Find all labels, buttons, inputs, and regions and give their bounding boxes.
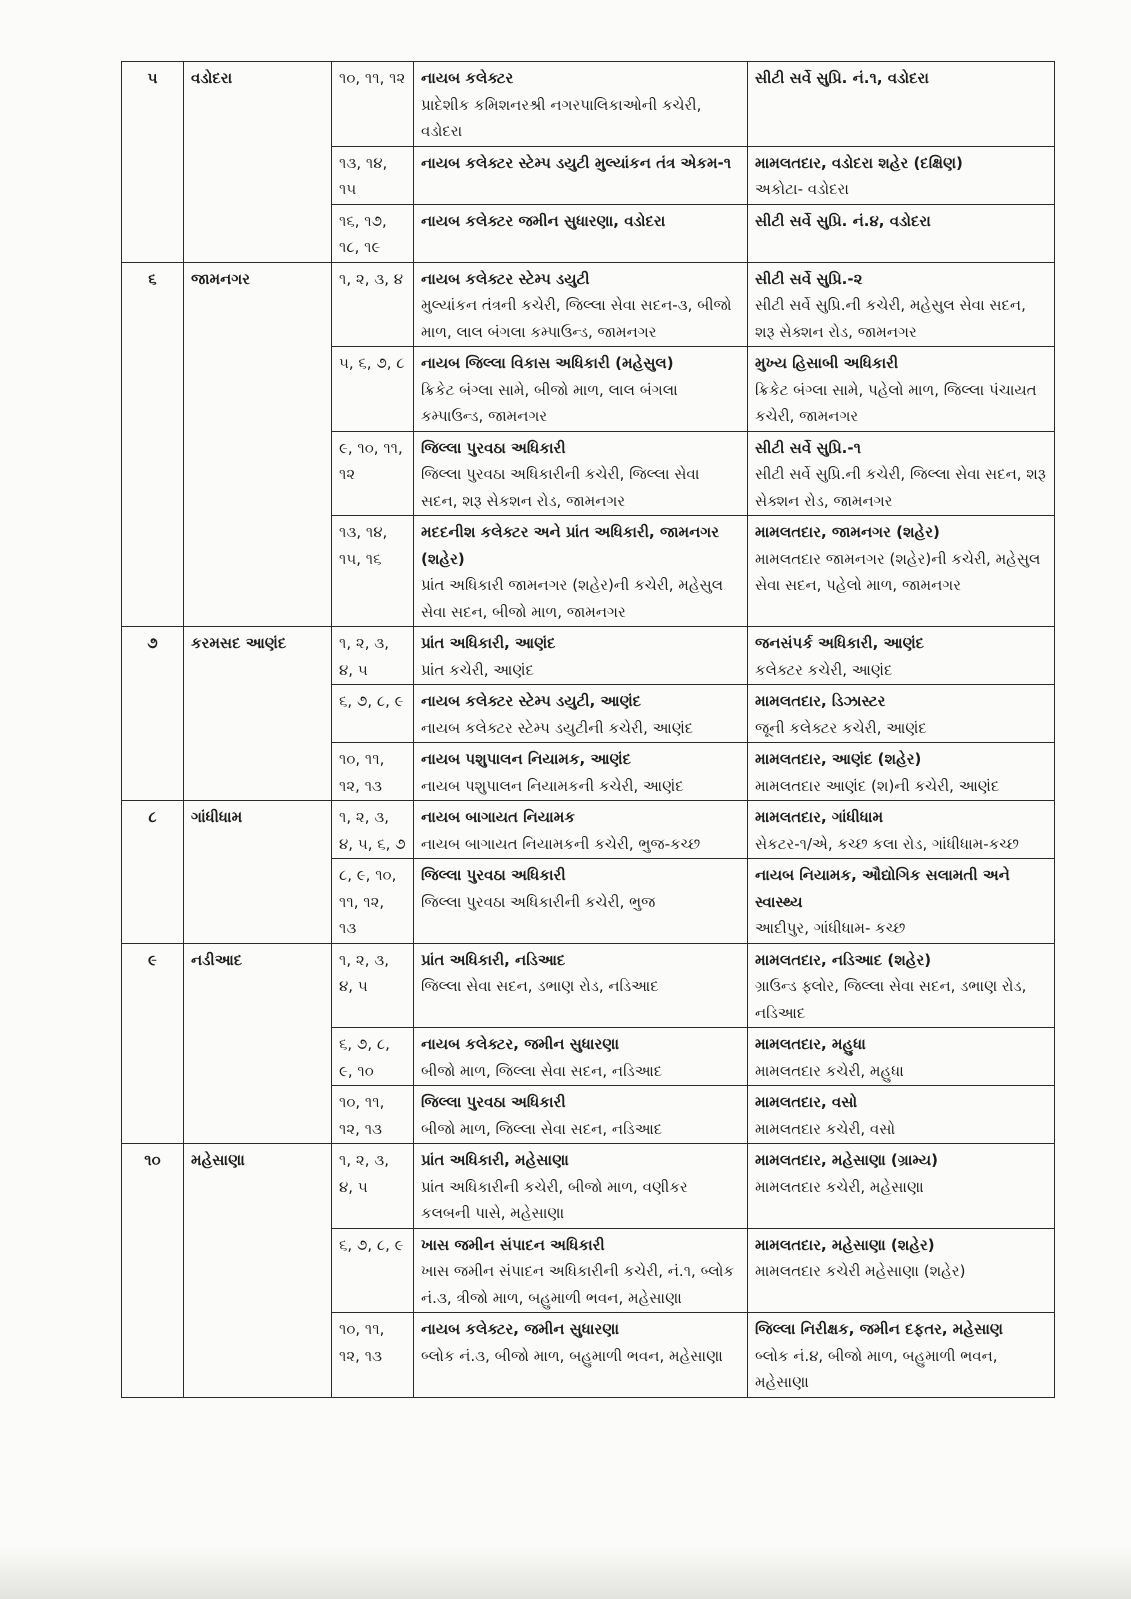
serial-number-cell: ૮ — [122, 801, 184, 944]
alternate-office-address: સેકટર-૧/એ, કચ્છ કલા રોડ, ગાંધીધામ-કચ્છ — [755, 834, 1019, 853]
alternate-office-cell — [748, 62, 1055, 147]
exam-office-address: બીજો માળ, જિલ્લા સેવા સદન, નડિઆદ — [421, 1061, 663, 1080]
exam-office-title: નાયબ કલેક્ટર સ્ટેમ્પ ડયુટી, આણંદ — [421, 692, 642, 710]
exam-office-title: નાયબ જિલ્લા વિકાસ અધિકારી (મહેસુલ) — [421, 354, 674, 372]
alternate-office-cell — [748, 1313, 1055, 1398]
seat-numbers-cell: ૬, ૭, ૮, ૯, ૧૦ — [332, 1028, 414, 1086]
district-cell: મહેસાણા — [184, 1144, 332, 1398]
seat-numbers-cell: ૧૬, ૧૭, ૧૮, ૧૯ — [332, 204, 414, 262]
exam-office-address: નાયબ બાગાયત નિયામકની કચેરી, ભુજ-કચ્છ — [421, 834, 701, 853]
alternate-office-cell — [748, 801, 1055, 859]
alternate-office-cell — [748, 1028, 1055, 1086]
alternate-office-address: આદીપુર, ગાંધીધામ- કચ્છ — [755, 919, 906, 937]
exam-office-address: ક્રિકેટ બંગ્લા સામે, બીજો માળ, લાલ બંગલા કમ્પાઉન્ડ, જામનગર — [421, 380, 678, 425]
alternate-office-cell — [748, 685, 1055, 743]
district-cell: જામનગર — [184, 262, 332, 627]
exam-office-address: પ્રાદેશીક કમિશનરશ્રી નગરપાલિકાઓની કચેરી, વડોદરા — [421, 95, 702, 140]
exam-office-title: મદદનીશ કલેક્ટર અને પ્રાંત અધિકારી, જામનગર (શહેર) — [421, 523, 719, 568]
district-cell: વડોદરા — [184, 62, 332, 263]
alternate-office-address: કલેક્ટર કચેરી, આણંદ — [755, 660, 893, 679]
alternate-office-address: મામલતદાર કચેરી, મહુધા — [755, 1061, 904, 1080]
serial-number-cell: ૬ — [122, 262, 184, 627]
alternate-office-title: મામલતદાર, નડિઆદ (શહેર) — [755, 950, 932, 969]
exam-office-address: જિલ્લા પુરવઠા અધિકારીની કચેરી, જિલ્લા સેવા સદન, શરૂ સેકશન રોડ, જામનગર — [421, 465, 700, 510]
seat-numbers-cell: ૧૦, ૧૧, ૧૨, ૧૩ — [332, 1086, 414, 1144]
alternate-office-title: સીટી સર્વે સુપ્રિ.-૧ — [755, 438, 861, 457]
alternate-office-address: ક્રિકેટ બંગ્લા સામે, પહેલો માળ, જિલ્લા પંચાયત કચેરી, જામનગર — [755, 380, 1037, 425]
exam-office-address: પ્રાંત કચેરી, આણંદ — [421, 660, 534, 679]
table-row — [122, 62, 1055, 147]
table-row — [122, 943, 1055, 1028]
alternate-office-cell — [748, 859, 1055, 944]
alternate-office-title: મામલતદાર, આણંદ (શહેર) — [755, 750, 922, 768]
alternate-office-cell — [748, 1144, 1055, 1229]
exam-office-cell — [414, 431, 748, 516]
exam-office-cell — [414, 943, 748, 1028]
seat-numbers-cell: ૫, ૬, ૭, ૮ — [332, 347, 414, 432]
alternate-office-address: જૂની કલેક્ટર કચેરી, આણંદ — [755, 718, 927, 737]
serial-number-cell: ૯ — [122, 943, 184, 1144]
district-cell: નડીઆદ — [184, 943, 332, 1144]
exam-office-cell — [414, 859, 748, 944]
exam-office-cell — [414, 801, 748, 859]
seat-numbers-cell: ૧૩, ૧૪, ૧૫ — [332, 146, 414, 204]
alternate-office-address: મામલતદાર કચેરી મહેસાણા (શહેર) — [755, 1262, 966, 1280]
exam-office-address: નાયબ કલેક્ટર સ્ટેમ્પ ડયુટીની કચેરી, આણંદ — [421, 718, 694, 737]
exam-office-title: પ્રાંત અધિકારી, નડિઆદ — [421, 950, 566, 969]
exam-office-cell — [414, 146, 748, 204]
alternate-office-cell — [748, 627, 1055, 685]
exam-office-address: બીજો માળ, જિલ્લા સેવા સદન, નડિઆદ — [421, 1119, 663, 1138]
exam-office-address: ખાસ જમીન સંપાદન અધિકારીની કચેરી, નં.૧, બ્લોક નં.૩, ત્રીજો માળ, બહુમાળી ભવન, મહેસાણા — [421, 1262, 735, 1307]
page-bottom-shadow — [0, 1545, 1131, 1599]
alternate-office-address: મામલતદાર કચેરી, મહેસાણા — [755, 1177, 924, 1196]
exam-office-title: જિલ્લા પુરવઠા અધિકારી — [421, 438, 566, 457]
alternate-office-title: મુખ્ય હિસાબી અધિકારી — [755, 354, 899, 372]
alternate-office-address: અકોટા- વડોદરા — [755, 180, 849, 198]
seat-numbers-cell: ૬, ૭, ૮, ૯ — [332, 1228, 414, 1313]
alternate-office-title: જનસંપર્ક અધિકારી, આણંદ — [755, 634, 925, 652]
alternate-office-address: સીટી સર્વે સુપ્રિ.ની કચેરી, જિલ્લા સેવા સદન, શરૂ સેક્શન રોડ, જામનગર — [755, 465, 1046, 510]
alternate-office-title: સીટી સર્વે સુપ્રિ.-૨ — [755, 269, 863, 288]
seat-numbers-cell: ૧૦, ૧૧, ૧૨, ૧૩ — [332, 743, 414, 801]
exam-office-address: જિલ્લા સેવા સદન, ડભાણ રોડ, નડિઆદ — [421, 977, 659, 995]
seat-numbers-cell: ૧, ૨, ૩, ૪, ૫ — [332, 627, 414, 685]
seat-numbers-cell: ૧, ૨, ૩, ૪, ૫ — [332, 1144, 414, 1229]
exam-office-cell — [414, 1086, 748, 1144]
seat-numbers-cell: ૧૦, ૧૧, ૧૨, ૧૩ — [332, 1313, 414, 1398]
alternate-office-title: સીટી સર્વે સુપ્રિ. નં.૪, વડોદરા — [755, 211, 931, 230]
table-body — [122, 62, 1055, 1398]
exam-office-title: નાયબ કલેક્ટર સ્ટેમ્પ ડયુટી મુલ્યાંકન તંત્ર એકમ-૧ — [421, 153, 732, 172]
exam-office-address: પ્રાંત અધિકારી જામનગર (શહેર)ની કચેરી, મહેસુલ સેવા સદન, બીજો માળ, જામનગર — [421, 576, 724, 621]
exam-office-title: જિલ્લા પુરવઠા અધિકારી — [421, 866, 566, 884]
exam-office-cell — [414, 1028, 748, 1086]
seat-numbers-cell: ૧, ૨, ૩, ૪, ૫, ૬, ૭ — [332, 801, 414, 859]
exam-office-cell — [414, 262, 748, 347]
exam-office-title: નાયબ કલેક્ટર, જમીન સુધારણા — [421, 1320, 619, 1338]
alternate-office-title: જિલ્લા નિરીક્ષક, જમીન દફતર, મહેસાણ — [755, 1320, 1003, 1338]
table-row — [122, 262, 1055, 347]
alternate-office-cell — [748, 347, 1055, 432]
alternate-office-address: મામલતદાર જામનગર (શહેર)ની કચેરી, મહેસુલ સેવા સદન, પહેલો માળ, જામનગર — [755, 549, 1041, 594]
exam-office-cell — [414, 204, 748, 262]
alternate-office-address: સીટી સર્વે સુપ્રિ.ની કચેરી, મહેસુલ સેવા સદન, શરૂ સેક્શન રોડ, જામનગર — [755, 296, 1026, 341]
alternate-office-title: નાયબ નિયામક, ઔદ્યોગિક સલામતી અને સ્વાસ્થ્ય — [755, 866, 1010, 911]
exam-office-cell — [414, 347, 748, 432]
serial-number-cell: ૫ — [122, 62, 184, 263]
exam-office-title: જિલ્લા પુરવઠા અધિકારી — [421, 1093, 566, 1111]
exam-office-cell — [414, 685, 748, 743]
exam-office-title: નાયબ બાગાયત નિયામક — [421, 808, 575, 826]
alternate-office-title: મામલતદાર, વડોદરા શહેર (દક્ષિણ) — [755, 153, 963, 172]
seat-numbers-cell: ૧, ૨, ૩, ૪, ૫ — [332, 943, 414, 1028]
alternate-office-title: મામલતદાર, મહેસાણા (શહેર) — [755, 1235, 935, 1254]
seat-numbers-cell: ૧૩, ૧૪, ૧૫, ૧૬ — [332, 516, 414, 627]
exam-office-title: નાયબ કલેક્ટર જમીન સુધારણા, વડોદરા — [421, 211, 666, 230]
alternate-office-cell — [748, 204, 1055, 262]
table-row — [122, 1144, 1055, 1229]
alternate-office-title: મામલતદાર, ડિઝાસ્ટર — [755, 692, 886, 710]
exam-office-address: જિલ્લા પુરવઠા અધિકારીની કચેરી, ભુજ — [421, 892, 656, 911]
alternate-office-title: મામલતદાર, ગાંધીધામ — [755, 808, 884, 826]
exam-office-title: પ્રાંત અધિકારી, આણંદ — [421, 634, 556, 652]
exam-office-cell — [414, 627, 748, 685]
alternate-office-title: સીટી સર્વે સુપ્રિ. નં.૧, વડોદરા — [755, 69, 929, 87]
alternate-office-address: બ્લોક નં.૪, બીજો માળ, બહુમાળી ભવન, મહેસાણા — [755, 1346, 998, 1391]
exam-office-address: પ્રાંત અધિકારીની કચેરી, બીજો માળ, વણીકર કલબની પાસે, મહેસાણા — [421, 1177, 688, 1222]
alternate-office-title: મામલતદાર, જામનગર (શહેર) — [755, 523, 940, 541]
alternate-office-cell — [748, 743, 1055, 801]
district-cell: ગાંધીધામ — [184, 801, 332, 944]
alternate-office-title: મામલતદાર, વસો — [755, 1093, 858, 1111]
alternate-office-cell — [748, 146, 1055, 204]
alternate-office-address: મામલતદાર કચેરી, વસો — [755, 1119, 896, 1138]
alternate-office-cell — [748, 431, 1055, 516]
exam-office-title: ખાસ જમીન સંપાદન અધિકારી — [421, 1235, 605, 1254]
serial-number-cell: ૧૦ — [122, 1144, 184, 1398]
exam-office-title: નાયબ કલેક્ટર સ્ટેમ્પ ડયુટી — [421, 269, 590, 288]
alternate-office-title: મામલતદાર, મહુધા — [755, 1035, 866, 1053]
seat-numbers-cell: ૮, ૯, ૧૦, ૧૧, ૧૨, ૧૩ — [332, 859, 414, 944]
alternate-office-title: મામલતદાર, મહેસાણા (ગ્રામ્ય) — [755, 1151, 939, 1169]
exam-office-address: નાયબ પશુપાલન નિયામકની કચેરી, આણંદ — [421, 776, 684, 795]
exam-office-cell — [414, 1313, 748, 1398]
serial-number-cell: ૭ — [122, 627, 184, 801]
alternate-office-cell — [748, 1228, 1055, 1313]
table-row — [122, 627, 1055, 685]
exam-office-cell — [414, 516, 748, 627]
exam-office-address: બ્લોક નં.૩, બીજો માળ, બહુમાળી ભવન, મહેસાણા — [421, 1346, 723, 1365]
seat-numbers-cell: ૧, ૨, ૩, ૪ — [332, 262, 414, 347]
table-row — [122, 801, 1055, 859]
exam-office-cell — [414, 1228, 748, 1313]
exam-office-address: મુલ્યાંકન તંત્રની કચેરી, જિલ્લા સેવા સદન-૩, બીજો માળ, લાલ બંગલા કમ્પાઉન્ડ, જામનગર — [421, 296, 732, 341]
exam-office-cell — [414, 1144, 748, 1229]
seat-numbers-cell: ૯, ૧૦, ૧૧, ૧૨ — [332, 431, 414, 516]
exam-office-cell — [414, 62, 748, 147]
allocation-table — [121, 61, 1055, 1398]
exam-office-title: પ્રાંત અધિકારી, મહેસાણા — [421, 1151, 569, 1169]
alternate-office-cell — [748, 943, 1055, 1028]
seat-numbers-cell: ૬, ૭, ૮, ૯ — [332, 685, 414, 743]
alternate-office-cell — [748, 516, 1055, 627]
exam-office-title: નાયબ પશુપાલન નિયામક, આણંદ — [421, 750, 632, 768]
alternate-office-cell — [748, 1086, 1055, 1144]
district-cell: કરમસદ આણંદ — [184, 627, 332, 801]
exam-office-cell — [414, 743, 748, 801]
exam-office-title: નાયબ કલેક્ટર, જમીન સુધારણા — [421, 1035, 619, 1053]
exam-office-title: નાયબ કલેક્ટર — [421, 69, 514, 87]
alternate-office-address: મામલતદાર આણંદ (શ)ની કચેરી, આણંદ — [755, 776, 1000, 795]
alternate-office-address: ગ્રાઉન્ડ ફ્લોર, જિલ્લા સેવા સદન, ડભાણ રોડ, નડિઆદ — [755, 977, 1027, 1022]
alternate-office-cell — [748, 262, 1055, 347]
seat-numbers-cell: ૧૦, ૧૧, ૧૨ — [332, 62, 414, 147]
